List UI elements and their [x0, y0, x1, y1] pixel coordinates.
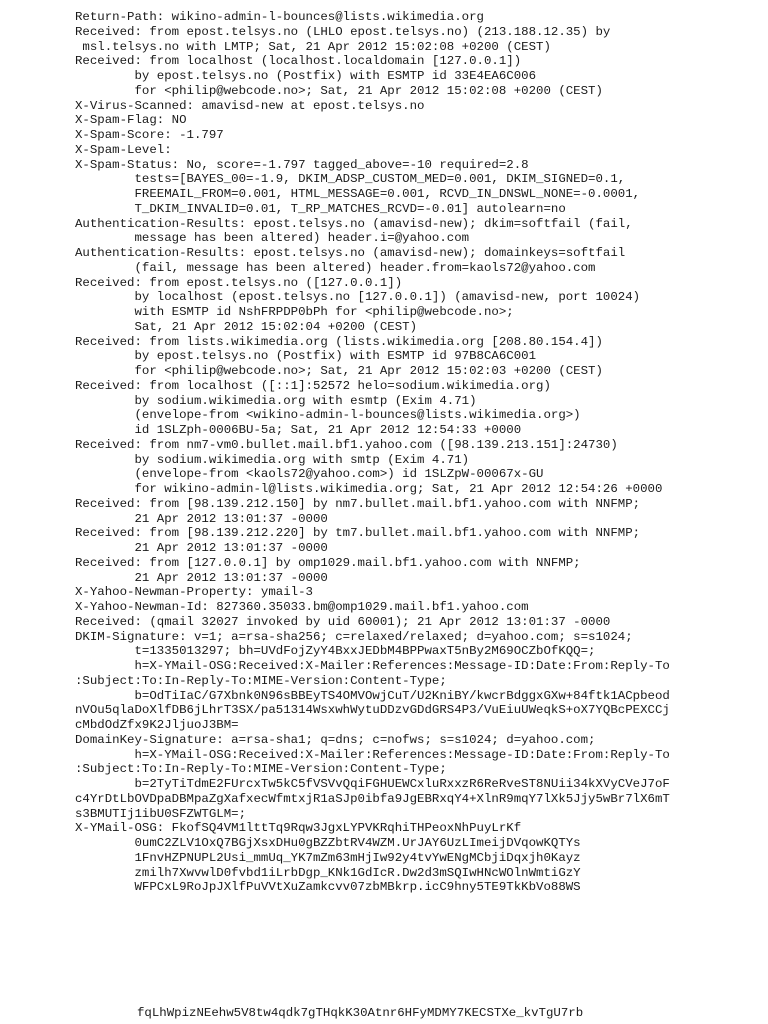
email-header-text — [75, 10, 765, 895]
header-line: T_DKIM_INVALID=0.01, T_RP_MATCHES_RCVD=-0.01] autolearn=no — [75, 201, 566, 216]
header-line: tests=[BAYES_00=-1.9, DKIM_ADSP_CUSTOM_MED=0.001, DKIM_SIGNED=0.1, — [75, 172, 626, 187]
email-header-tail-line: fqLhWpizNEehw5V8tw4qdk7gTHqkK30Atnr6HFyMDMY7KECSTXe_kvTgU7rb — [137, 1006, 584, 1020]
header-line: WFPCxL9RoJpJXlfPuVVtXuZamkcvv07zbMBkrp.icC9hny5TE9TkKbVo88WS — [75, 880, 581, 895]
header-line: Received: from [98.139.212.220] by tm7.bullet.mail.bf1.yahoo.com with NNFMP; — [75, 526, 641, 541]
header-line: X-Spam-Level: — [75, 142, 172, 157]
header-line: 21 Apr 2012 13:01:37 -0000 — [75, 570, 328, 585]
header-line: Received: from localhost (localhost.localdomain [127.0.0.1]) — [75, 54, 522, 69]
header-line: (envelope-from <kaols72@yahoo.com>) id 1SLZpW-00067x-GU — [75, 467, 544, 482]
header-line: X-Virus-Scanned: amavisd-new at epost.telsys.no — [75, 98, 425, 113]
header-line: FREEMAIL_FROM=0.001, HTML_MESSAGE=0.001, RCVD_IN_DNSWL_NONE=-0.0001, — [75, 187, 641, 201]
header-line: zmilh7XwvwlD0fvbd1iLrbDgp_KNk1GdIcR.Dw2d3mSQIwHNcWOlnWmtiGzY — [75, 865, 581, 880]
header-line: id 1SLZph-0006BU-5a; Sat, 21 Apr 2012 12:54:33 +0000 — [75, 423, 522, 437]
header-line: Authentication-Results: epost.telsys.no (amavisd-new); domainkeys=softfail — [75, 246, 626, 260]
header-line: message has been altered) header.i=@yahoo.com — [75, 231, 470, 246]
header-line: :Subject:To:In-Reply-To:MIME-Version:Content-Type; — [75, 762, 447, 777]
header-line: by localhost (epost.telsys.no [127.0.0.1]) (amavisd-new, port 10024) — [75, 290, 641, 305]
header-line: 1FnvHZPNUPL2Usi_mmUq_YK7mZm63mHjIw92y4tvYwENgMCbjiDqxjh0Kayz — [75, 850, 581, 865]
header-line: t=1335013297; bh=UVdFojZyY4BxxJEDbM4BPPwaxT5nBy2M69OCZbOfKQQ=; — [75, 644, 596, 659]
header-line: Received: from localhost ([::1]:52572 helo=sodium.wikimedia.org) — [75, 378, 551, 393]
header-line: Received: from [98.139.212.150] by nm7.bullet.mail.bf1.yahoo.com with NNFMP; — [75, 496, 641, 511]
header-line: DomainKey-Signature: a=rsa-sha1; q=dns; c=nofws; s=s1024; d=yahoo.com; — [75, 732, 596, 747]
header-line: nVOu5qlaDoXlfDB6jLhrT3SX/pa51314WsxwhWytuDDzvGDdGRS4P3/VuEiuUWeqkS+oX7YQBcPEXCCj — [75, 703, 670, 718]
header-line: h=X-YMail-OSG:Received:X-Mailer:References:Message-ID:Date:From:Reply-To — [75, 747, 670, 762]
header-line: by sodium.wikimedia.org with smtp (Exim 4.71) — [75, 452, 470, 467]
header-line: Return-Path: wikino-admin-l-bounces@lists.wikimedia.org — [75, 10, 484, 24]
header-line: with ESMTP id NshFRPDP0bPh for <philip@webcode.no>; — [75, 305, 514, 319]
header-line: s3BMUTIj1ibU0SFZWTGLM=; — [75, 806, 247, 821]
header-line: X-Spam-Status: No, score=-1.797 tagged_above=-10 required=2.8 — [75, 157, 529, 172]
header-line: Received: from [127.0.0.1] by omp1029.mail.bf1.yahoo.com with NNFMP; — [75, 555, 581, 570]
header-line: X-Spam-Score: -1.797 — [75, 128, 224, 142]
header-line: cMbdOdZfx9K2JljuoJ3BM= — [75, 718, 239, 732]
header-line: X-YMail-OSG: FkofSQ4VM1lttTq9Rqw3JgxLYPVKRqhiTHPeoxNhPuyLrKf — [75, 821, 522, 836]
header-line: Authentication-Results: epost.telsys.no (amavisd-new); dkim=softfail (fail, — [75, 216, 633, 231]
header-line: by sodium.wikimedia.org with esmtp (Exim 4.71) — [75, 393, 477, 408]
header-line: Received: from epost.telsys.no ([127.0.0.1]) — [75, 275, 403, 290]
header-line: 21 Apr 2012 13:01:37 -0000 — [75, 511, 328, 526]
header-line: b=2TyTiTdmE2FUrcxTw5kC5fVSVvQqiFGHUEWCxluRxxzR6ReRveST8NUii34kXVyCVeJ7oF — [75, 777, 670, 791]
header-line: (fail, message has been altered) header.from=kaols72@yahoo.com — [75, 260, 596, 275]
header-line: for wikino-admin-l@lists.wikimedia.org; Sat, 21 Apr 2012 12:54:26 +0000 — [75, 482, 663, 496]
header-line: Received: from epost.telsys.no (LHLO epost.telsys.no) (213.188.12.35) by — [75, 24, 611, 39]
header-line: (envelope-from <wikino-admin-l-bounces@lists.wikimedia.org>) — [75, 408, 581, 423]
header-line: b=OdTiIaC/G7Xbnk0N96sBBEyTS4OMVOwjCuT/U2KniBY/kwcrBdggxGXw+84ftk1ACpbeod — [75, 688, 670, 703]
header-line: X-Spam-Flag: NO — [75, 113, 187, 128]
header-line: X-Yahoo-Newman-Property: ymail-3 — [75, 585, 313, 600]
header-line: 0umC2ZLV1OxQ7BGjXsxDHu0gBZZbtRV4WZM.UrJAY6UzLImeijDVqowKQTYs — [75, 836, 581, 850]
header-line: Sat, 21 Apr 2012 15:02:04 +0200 (CEST) — [75, 319, 418, 334]
header-line: Received: from nm7-vm0.bullet.mail.bf1.yahoo.com ([98.139.213.151]:24730) — [75, 437, 618, 452]
header-line: for <philip@webcode.no>; Sat, 21 Apr 2012 15:02:03 +0200 (CEST) — [75, 364, 603, 378]
header-line: X-Yahoo-Newman-Id: 827360.35033.bm@omp1029.mail.bf1.yahoo.com — [75, 600, 529, 614]
header-line: h=X-YMail-OSG:Received:X-Mailer:References:Message-ID:Date:From:Reply-To — [75, 659, 670, 673]
header-line: Received: (qmail 32027 invoked by uid 60001); 21 Apr 2012 13:01:37 -0000 — [75, 614, 611, 629]
header-line: by epost.telsys.no (Postfix) with ESMTP id 97B8CA6C001 — [75, 349, 537, 364]
header-line: for <philip@webcode.no>; Sat, 21 Apr 2012 15:02:08 +0200 (CEST) — [75, 83, 603, 98]
header-line: by epost.telsys.no (Postfix) with ESMTP id 33E4EA6C006 — [75, 69, 537, 83]
header-line: DKIM-Signature: v=1; a=rsa-sha256; c=relaxed/relaxed; d=yahoo.com; s=s1024; — [75, 629, 633, 644]
header-line: msl.telsys.no with LMTP; Sat, 21 Apr 2012 15:02:08 +0200 (CEST) — [75, 39, 551, 54]
header-line: 21 Apr 2012 13:01:37 -0000 — [75, 541, 328, 555]
header-line: c4YrDtLbOVDpaDBMpaZgXafxecWfmtxjR1aSJp0ibfa9JgEBRxqY4+XlnR9mqY7lXk5Jjy5wBr7lX6mT — [75, 791, 670, 806]
header-line: Received: from lists.wikimedia.org (lists.wikimedia.org [208.80.154.4]) — [75, 334, 603, 349]
header-line: :Subject:To:In-Reply-To:MIME-Version:Content-Type; — [75, 673, 447, 688]
